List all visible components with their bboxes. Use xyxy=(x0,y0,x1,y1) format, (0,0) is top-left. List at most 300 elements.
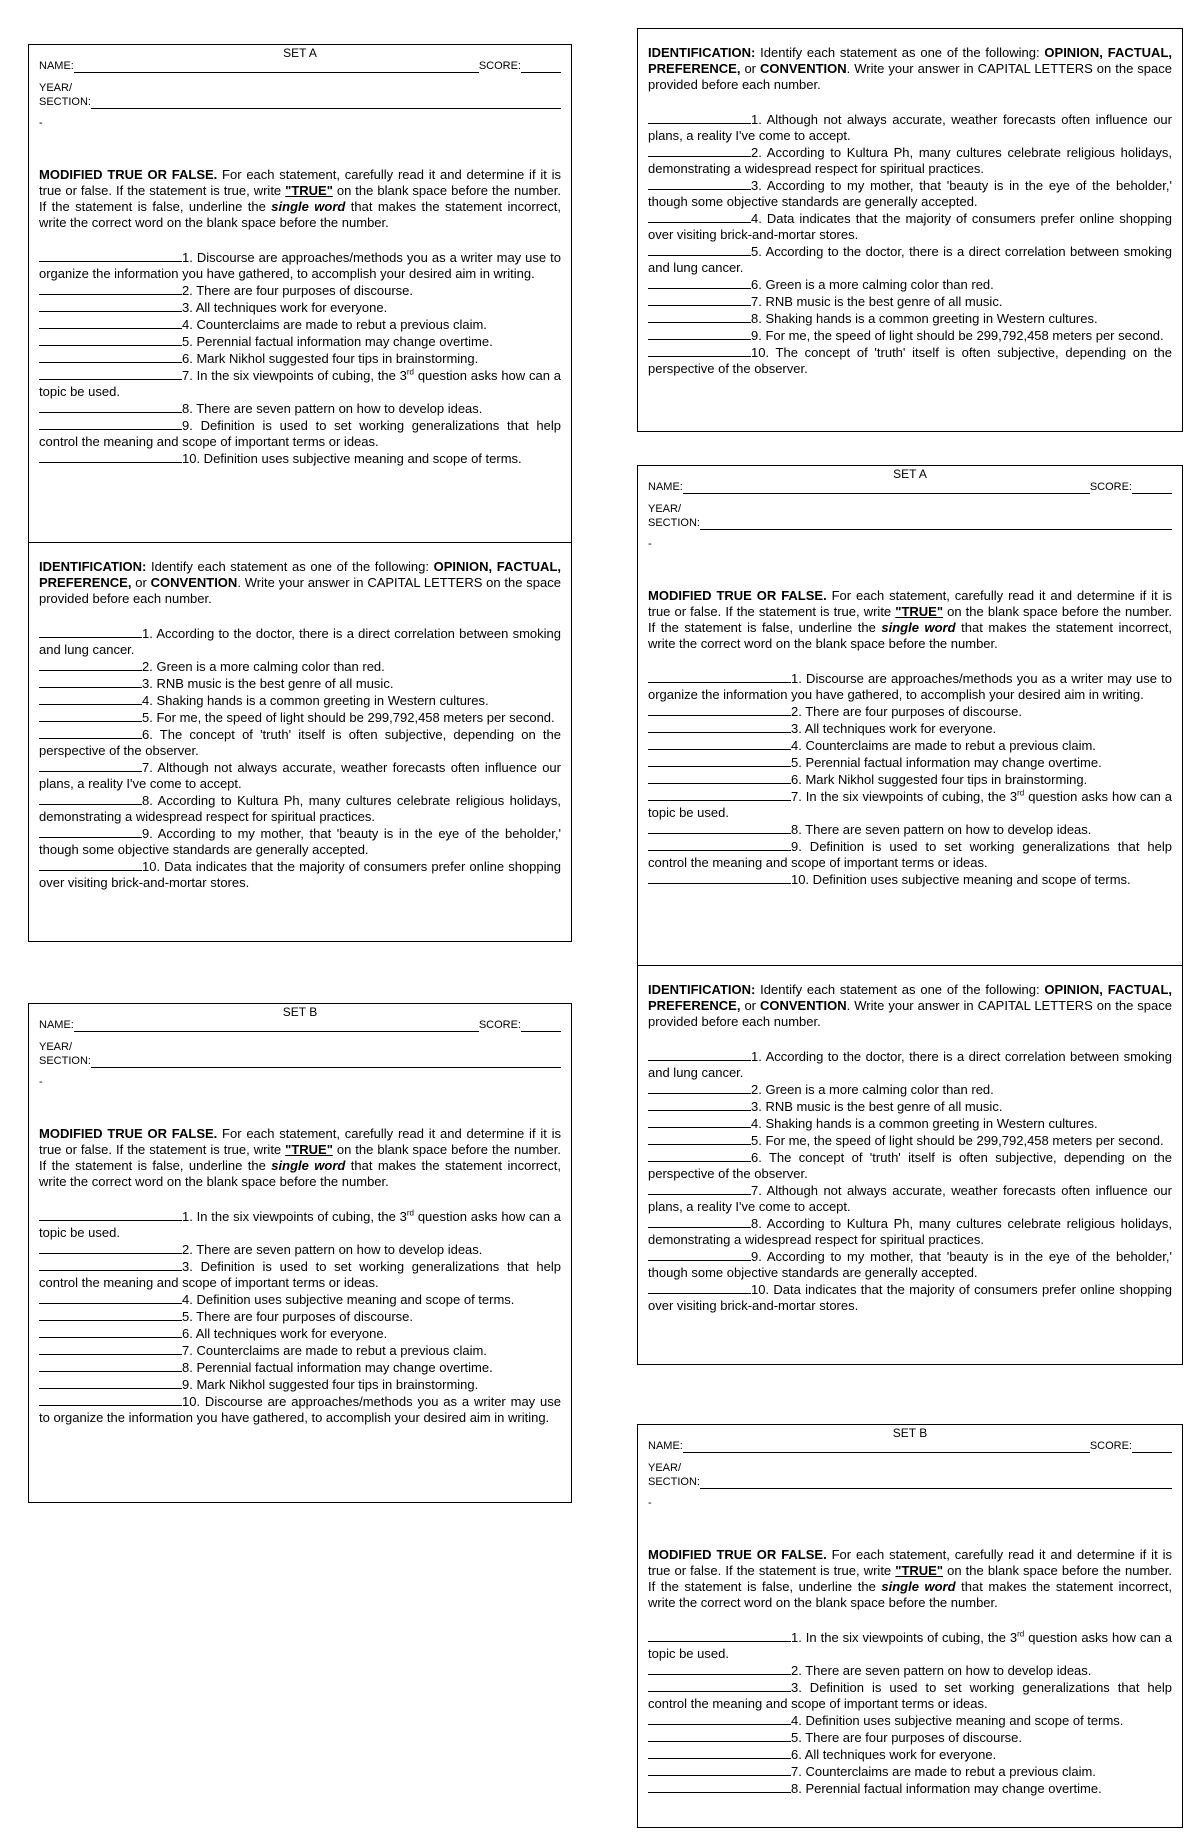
list-item xyxy=(39,1325,561,1342)
list-item xyxy=(39,1308,561,1325)
list-item xyxy=(39,759,561,792)
item-text: 6. All techniques work for everyone. xyxy=(791,1747,997,1762)
item-text: 1. In the six viewpoints of cubing, the 3rd question asks how can a topic be used. xyxy=(648,1629,1172,1661)
identification-options: OPINION, FACTUAL, PREFERENCE, xyxy=(648,45,1172,76)
list-item xyxy=(648,1115,1172,1132)
mtf-text: on the blank space before the number. If the statement is false, underline the xyxy=(648,604,1172,635)
identification-text: . Write your answer in CAPITAL LETTERS on the space provided before each number. xyxy=(648,998,1172,1029)
answer-blank[interactable] xyxy=(39,625,142,638)
answer-blank[interactable] xyxy=(39,367,182,380)
list-item xyxy=(648,144,1172,177)
list-item xyxy=(648,821,1172,838)
name-field[interactable] xyxy=(74,62,479,73)
true-keyword: "TRUE" xyxy=(285,1142,333,1157)
section-field[interactable] xyxy=(700,519,1172,530)
identification-worksheet-top-right xyxy=(637,28,1183,432)
list-item xyxy=(39,692,561,709)
set-title: SET A xyxy=(283,46,317,60)
list-item xyxy=(39,400,561,417)
list-item xyxy=(39,1208,561,1241)
list-item xyxy=(39,726,561,759)
set-a-header xyxy=(39,45,561,131)
item-text: 10. Data indicates that the majority of consumers prefer online shopping over visiting brick-and-mortar stores. xyxy=(648,1282,1172,1313)
list-item xyxy=(39,333,561,350)
item-text: 8. According to Kultura Ph, many cultures celebrate religious holidays, demonstrating a widespread respect for spiritual practices. xyxy=(648,1216,1172,1247)
mtf-items xyxy=(39,1208,561,1426)
mtf-title: MODIFIED TRUE OR FALSE. xyxy=(39,167,218,182)
list-item xyxy=(648,670,1172,703)
dash: - xyxy=(648,1497,652,1509)
answer-blank[interactable] xyxy=(648,344,751,357)
score-label: SCORE: xyxy=(478,60,521,72)
list-item xyxy=(648,1746,1172,1763)
item-text: 3. All techniques work for everyone. xyxy=(182,300,388,315)
item-text: 2. There are seven pattern on how to develop ideas. xyxy=(791,1663,1092,1678)
answer-blank[interactable] xyxy=(648,1746,791,1759)
set-title: SET B xyxy=(282,1005,318,1019)
item-text: 10. The concept of 'truth' itself is often subjective, depending on the perspective of the observer. xyxy=(648,345,1172,376)
answer-blank[interactable] xyxy=(648,737,791,750)
name-label: NAME: xyxy=(648,1440,683,1452)
list-item xyxy=(648,871,1172,888)
mtf-text: For each statement, carefully read it and determine if it is true or false. If the statement is true, write xyxy=(39,167,561,198)
identification-text: or xyxy=(131,575,151,590)
ordinal-suffix: rd xyxy=(1017,1629,1025,1639)
item-text: 9. Definition is used to set working generalizations that help control the meaning and scope of important terms or ideas. xyxy=(648,839,1172,870)
answer-blank[interactable] xyxy=(39,417,182,430)
item-text: 4. Definition uses subjective meaning and scope of terms. xyxy=(791,1713,1124,1728)
answer-blank[interactable] xyxy=(39,1291,182,1304)
item-text: 1. Although not always accurate, weather forecasts often influence our plans, a reality I've come to accept. xyxy=(648,112,1172,143)
section-line xyxy=(648,516,1172,530)
answer-blank[interactable] xyxy=(39,692,142,705)
list-item xyxy=(648,293,1172,310)
score-field[interactable] xyxy=(1132,483,1172,494)
mtf-section xyxy=(39,1110,561,1426)
answer-blank[interactable] xyxy=(39,400,182,413)
answer-blank[interactable] xyxy=(39,726,142,739)
score-label: SCORE: xyxy=(478,1019,521,1031)
section-line xyxy=(39,1054,561,1068)
item-text: 2. Green is a more calming color than red. xyxy=(751,1082,994,1097)
list-item xyxy=(648,720,1172,737)
answer-blank[interactable] xyxy=(648,1248,751,1261)
answer-blank[interactable] xyxy=(648,1048,751,1061)
answer-blank[interactable] xyxy=(39,759,142,772)
list-item xyxy=(39,316,561,333)
list-item xyxy=(648,1132,1172,1149)
item-text: 8. According to Kultura Ph, many cultures celebrate religious holidays, demonstrating a widespread respect for spiritual practices. xyxy=(39,793,561,824)
answer-blank[interactable] xyxy=(39,1308,182,1321)
item-text: 5. Perennial factual information may change overtime. xyxy=(182,334,493,349)
answer-blank[interactable] xyxy=(648,111,751,124)
item-text: 7. Although not always accurate, weather forecasts often influence our plans, a reality I've come to accept. xyxy=(648,1183,1172,1214)
answer-blank[interactable] xyxy=(39,1376,182,1389)
list-item xyxy=(648,177,1172,210)
item-text: 10. Definition uses subjective meaning and scope of terms. xyxy=(182,451,522,466)
identification-text: or xyxy=(740,61,760,76)
item-text: 7. Counterclaims are made to rebut a previous claim. xyxy=(791,1764,1096,1779)
identification-text: Identify each statement as one of the following: xyxy=(755,982,1045,997)
name-score-line xyxy=(648,1439,1172,1453)
list-item xyxy=(648,1763,1172,1780)
mtf-items xyxy=(648,670,1172,888)
identification-items xyxy=(648,111,1172,377)
item-text: 6. Mark Nikhol suggested four tips in brainstorming. xyxy=(791,772,1088,787)
name-field[interactable] xyxy=(683,483,1090,494)
item-text: 1. According to the doctor, there is a direct correlation between smoking and lung cancer. xyxy=(39,626,561,657)
item-text: 9. For me, the speed of light should be 299,792,458 meters per second. xyxy=(751,328,1164,343)
list-item xyxy=(648,1662,1172,1679)
answer-blank[interactable] xyxy=(648,1712,791,1725)
name-field[interactable] xyxy=(74,1021,479,1032)
section-field[interactable] xyxy=(91,1057,561,1068)
item-text: 6. Green is a more calming color than red. xyxy=(751,277,994,292)
item-text: 3. All techniques work for everyone. xyxy=(791,721,997,736)
item-text: 1. Discourse are approaches/methods you as a writer may use to organize the information you have gathered, to accomplish your desired aim in writing. xyxy=(648,671,1172,702)
list-item xyxy=(648,1629,1172,1662)
year-label: YEAR/ xyxy=(648,503,682,515)
answer-blank[interactable] xyxy=(648,1679,791,1692)
list-item xyxy=(648,310,1172,327)
list-item xyxy=(648,1780,1172,1797)
list-item xyxy=(648,1182,1172,1215)
mtf-section xyxy=(648,572,1172,888)
true-keyword: "TRUE" xyxy=(895,1563,943,1578)
identification-title: IDENTIFICATION: xyxy=(39,559,147,574)
list-item xyxy=(648,838,1172,871)
identification-items xyxy=(39,625,561,891)
answer-blank[interactable] xyxy=(648,310,751,323)
answer-blank[interactable] xyxy=(648,1780,791,1793)
identification-convention: CONVENTION xyxy=(760,61,847,76)
answer-blank[interactable] xyxy=(39,825,142,838)
answer-blank[interactable] xyxy=(39,316,182,329)
name-label: NAME: xyxy=(39,60,74,72)
list-item xyxy=(39,1291,561,1308)
answer-blank[interactable] xyxy=(648,177,751,190)
list-item xyxy=(39,675,561,692)
mtf-text: For each statement, carefully read it and determine if it is true or false. If the statement is true, write xyxy=(648,1547,1172,1578)
item-text: 9. Definition is used to set working generalizations that help control the meaning and scope of important terms or ideas. xyxy=(39,418,561,449)
answer-blank[interactable] xyxy=(648,144,751,157)
identification-options: OPINION, FACTUAL, PREFERENCE, xyxy=(39,559,561,590)
item-text: 1. Discourse are approaches/methods you as a writer may use to organize the information you have gathered, to accomplish your desired aim in writing. xyxy=(39,250,561,281)
list-item xyxy=(648,1098,1172,1115)
answer-blank[interactable] xyxy=(648,276,751,289)
item-text: 7. In the six viewpoints of cubing, the 3rd question asks how can a topic be used. xyxy=(39,367,561,399)
mtf-text: that makes the statement incorrect, write the correct word on the blank space before the number. xyxy=(648,620,1172,651)
mtf-instructions xyxy=(39,167,561,231)
answer-blank[interactable] xyxy=(39,1241,182,1254)
list-item xyxy=(39,625,561,658)
item-text: 5. There are four purposes of discourse. xyxy=(791,1730,1022,1745)
answer-blank[interactable] xyxy=(39,333,182,346)
item-text: 9. According to my mother, that 'beauty is in the eye of the beholder,' though some objective standards are generally accepted. xyxy=(39,826,561,857)
single-word: single word xyxy=(881,620,956,635)
item-text: 5. For me, the speed of light should be 299,792,458 meters per second. xyxy=(142,710,555,725)
list-item xyxy=(39,1342,561,1359)
list-item xyxy=(39,417,561,450)
section-label: SECTION: xyxy=(648,1476,700,1488)
year-label: YEAR/ xyxy=(39,1041,73,1053)
identification-text: . Write your answer in CAPITAL LETTERS on the space provided before each number. xyxy=(648,61,1172,92)
identification-instructions xyxy=(39,559,561,607)
answer-blank[interactable] xyxy=(648,703,791,716)
item-text: 2. There are four purposes of discourse. xyxy=(182,283,413,298)
answer-blank[interactable] xyxy=(39,299,182,312)
item-text: 3. According to my mother, that 'beauty is in the eye of the beholder,' though some objective standards are generally accepted. xyxy=(648,178,1172,209)
item-text: 4. Data indicates that the majority of consumers prefer online shopping over visiting brick-and-mortar stores. xyxy=(648,211,1172,242)
item-text: 2. Green is a more calming color than red. xyxy=(142,659,385,674)
ordinal-suffix: rd xyxy=(406,367,415,377)
set-a-worksheet-left xyxy=(28,44,572,942)
list-item xyxy=(648,1729,1172,1746)
dash: - xyxy=(39,1076,43,1088)
list-item xyxy=(648,1712,1172,1729)
mtf-instructions xyxy=(648,588,1172,652)
list-item xyxy=(39,858,561,891)
answer-blank[interactable] xyxy=(648,1763,791,1776)
identification-title: IDENTIFICATION: xyxy=(648,45,756,60)
list-item xyxy=(39,450,561,467)
score-label: SCORE: xyxy=(1089,1440,1132,1452)
answer-blank[interactable] xyxy=(648,1115,751,1128)
item-text: 8. There are seven pattern on how to develop ideas. xyxy=(182,401,483,416)
list-item xyxy=(648,276,1172,293)
set-a-header xyxy=(648,466,1172,552)
list-item xyxy=(648,327,1172,344)
single-word: single word xyxy=(881,1579,956,1594)
answer-blank[interactable] xyxy=(648,210,751,223)
answer-blank[interactable] xyxy=(648,1098,751,1111)
mtf-title: MODIFIED TRUE OR FALSE. xyxy=(648,588,827,603)
answer-blank[interactable] xyxy=(39,1359,182,1372)
year-label: YEAR/ xyxy=(648,1462,682,1474)
answer-blank[interactable] xyxy=(648,1182,751,1195)
answer-blank[interactable] xyxy=(39,792,142,805)
item-text: 7. Counterclaims are made to rebut a previous claim. xyxy=(182,1343,487,1358)
section-field[interactable] xyxy=(91,98,561,109)
name-label: NAME: xyxy=(648,481,683,493)
section-field[interactable] xyxy=(700,1478,1172,1489)
list-item xyxy=(39,350,561,367)
identification-options: OPINION, FACTUAL, PREFERENCE, xyxy=(648,982,1172,1013)
mtf-text: that makes the statement incorrect, write the correct word on the blank space before the number. xyxy=(39,1158,562,1189)
list-item xyxy=(648,1081,1172,1098)
item-text: 10. Definition uses subjective meaning and scope of terms. xyxy=(791,872,1131,887)
item-text: 2. According to Kultura Ph, many cultures celebrate religious holidays, demonstrating a widespread respect for spiritual practices. xyxy=(648,145,1172,176)
answer-blank[interactable] xyxy=(39,675,142,688)
item-text: 3. RNB music is the best genre of all music. xyxy=(142,676,394,691)
name-score-line xyxy=(39,59,561,73)
identification-convention: CONVENTION xyxy=(150,575,238,590)
item-text: 6. Mark Nikhol suggested four tips in brainstorming. xyxy=(182,351,479,366)
list-item xyxy=(648,243,1172,276)
mtf-text: For each statement, carefully read it and determine if it is true or false. If the statement is true, write xyxy=(39,1126,561,1157)
answer-blank[interactable] xyxy=(39,858,142,871)
item-text: 10. Data indicates that the majority of consumers prefer online shopping over visiting brick-and-mortar stores. xyxy=(39,859,561,890)
name-score-line xyxy=(39,1018,561,1032)
item-text: 4. Shaking hands is a common greeting in Western cultures. xyxy=(142,693,489,708)
item-text: 8. There are seven pattern on how to develop ideas. xyxy=(791,822,1092,837)
answer-blank[interactable] xyxy=(648,720,791,733)
list-item xyxy=(648,344,1172,377)
item-text: 6. The concept of 'truth' itself is often subjective, depending on the perspective of the observer. xyxy=(39,727,561,758)
answer-blank[interactable] xyxy=(39,282,182,295)
set-b-header xyxy=(648,1425,1172,1511)
item-text: 4. Counterclaims are made to rebut a previous claim. xyxy=(791,738,1096,753)
name-label: NAME: xyxy=(39,1019,74,1031)
item-text: 4. Counterclaims are made to rebut a previous claim. xyxy=(182,317,487,332)
set-b-worksheet-left xyxy=(28,1003,572,1503)
score-field[interactable] xyxy=(521,1021,561,1032)
answer-blank[interactable] xyxy=(648,1629,791,1642)
list-item xyxy=(648,111,1172,144)
item-text: 5. There are four purposes of discourse. xyxy=(182,1309,413,1324)
dash: - xyxy=(648,538,652,550)
list-item xyxy=(39,367,561,400)
identification-instructions xyxy=(648,45,1172,93)
answer-blank[interactable] xyxy=(648,1281,751,1294)
answer-blank[interactable] xyxy=(648,1149,751,1162)
list-item xyxy=(648,210,1172,243)
answer-blank[interactable] xyxy=(648,327,751,340)
set-title: SET B xyxy=(892,1426,928,1440)
answer-blank[interactable] xyxy=(648,871,791,884)
item-text: 4. Shaking hands is a common greeting in Western cultures. xyxy=(751,1116,1098,1131)
mtf-instructions xyxy=(39,1126,561,1190)
section-line xyxy=(39,95,561,109)
true-keyword: "TRUE" xyxy=(895,604,943,619)
item-text: 3. Definition is used to set working generalizations that help control the meaning and scope of important terms or ideas. xyxy=(648,1680,1172,1711)
mtf-title: MODIFIED TRUE OR FALSE. xyxy=(39,1126,218,1141)
answer-blank[interactable] xyxy=(648,838,791,851)
identification-text: Identify each statement as one of the following: xyxy=(755,45,1045,60)
item-text: 9. According to my mother, that 'beauty is in the eye of the beholder,' though some objective standards are generally accepted. xyxy=(648,1249,1172,1280)
list-item xyxy=(39,249,561,282)
list-item xyxy=(648,1215,1172,1248)
item-text: 7. In the six viewpoints of cubing, the 3rd question asks how can a topic be used. xyxy=(648,788,1172,820)
mtf-items xyxy=(648,1629,1172,1797)
answer-blank[interactable] xyxy=(648,1132,751,1145)
identification-section xyxy=(638,965,1182,1314)
answer-blank[interactable] xyxy=(648,754,791,767)
list-item xyxy=(39,1241,561,1258)
section-line xyxy=(648,1475,1172,1489)
list-item xyxy=(648,1048,1172,1081)
answer-blank[interactable] xyxy=(648,1081,751,1094)
item-text: 9. Mark Nikhol suggested four tips in brainstorming. xyxy=(182,1377,479,1392)
answer-blank[interactable] xyxy=(648,771,791,784)
list-item xyxy=(39,1376,561,1393)
answer-blank[interactable] xyxy=(648,788,791,801)
list-item xyxy=(39,658,561,675)
mtf-section xyxy=(648,1531,1172,1797)
mtf-text: on the blank space before the number. If the statement is false, underline the xyxy=(648,1563,1172,1594)
item-text: 1. According to the doctor, there is a direct correlation between smoking and lung cancer. xyxy=(648,1049,1172,1080)
item-text: 8. Perennial factual information may change overtime. xyxy=(182,1360,493,1375)
list-item xyxy=(648,703,1172,720)
identification-section xyxy=(29,542,571,891)
set-b-worksheet-right xyxy=(637,1424,1183,1828)
item-text: 7. Although not always accurate, weather forecasts often influence our plans, a reality I've come to accept. xyxy=(39,760,561,791)
section-label: SECTION: xyxy=(648,517,700,529)
mtf-text: that makes the statement incorrect, write the correct word on the blank space before the number. xyxy=(648,1579,1172,1610)
item-text: 10. Discourse are approaches/methods you as a writer may use to organize the information you have gathered, to accomplish your desired aim in writing. xyxy=(39,1394,561,1425)
set-b-header xyxy=(39,1004,561,1090)
list-item xyxy=(39,282,561,299)
name-field[interactable] xyxy=(683,1442,1090,1453)
answer-blank[interactable] xyxy=(39,1393,182,1406)
identification-text: or xyxy=(740,998,760,1013)
item-text: 3. Definition is used to set working generalizations that help control the meaning and scope of important terms or ideas. xyxy=(39,1259,561,1290)
section-label: SECTION: xyxy=(39,1055,91,1067)
answer-blank[interactable] xyxy=(39,249,182,262)
answer-blank[interactable] xyxy=(39,1208,182,1221)
list-item xyxy=(648,754,1172,771)
mtf-instructions xyxy=(648,1547,1172,1611)
mtf-title: MODIFIED TRUE OR FALSE. xyxy=(648,1547,827,1562)
section-label: SECTION: xyxy=(39,96,91,108)
list-item xyxy=(648,771,1172,788)
item-text: 8. Perennial factual information may change overtime. xyxy=(791,1781,1102,1796)
list-item xyxy=(39,792,561,825)
item-text: 6. All techniques work for everyone. xyxy=(182,1326,388,1341)
mtf-section xyxy=(39,151,561,467)
dash: - xyxy=(39,117,43,129)
item-text: 2. There are seven pattern on how to develop ideas. xyxy=(182,1242,483,1257)
ordinal-suffix: rd xyxy=(1017,788,1025,798)
answer-blank[interactable] xyxy=(39,350,182,363)
answer-blank[interactable] xyxy=(648,293,751,306)
score-field[interactable] xyxy=(1132,1442,1172,1453)
score-field[interactable] xyxy=(521,62,561,73)
identification-text: . Write your answer in CAPITAL LETTERS on the space provided before each number. xyxy=(39,575,561,606)
mtf-text: on the blank space before the number. If the statement is false, underline the xyxy=(39,1142,561,1173)
answer-blank[interactable] xyxy=(39,709,142,722)
list-item xyxy=(39,1258,561,1291)
list-item xyxy=(39,299,561,316)
answer-blank[interactable] xyxy=(648,1729,791,1742)
item-text: 6. The concept of 'truth' itself is often subjective, depending on the perspective of the observer. xyxy=(648,1150,1172,1181)
answer-blank[interactable] xyxy=(39,1325,182,1338)
score-label: SCORE: xyxy=(1089,481,1132,493)
item-text: 2. There are four purposes of discourse. xyxy=(791,704,1022,719)
answer-blank[interactable] xyxy=(648,1662,791,1675)
identification-text: Identify each statement as one of the following: xyxy=(146,559,434,574)
true-keyword: "TRUE" xyxy=(285,183,333,198)
answer-blank[interactable] xyxy=(648,243,751,256)
mtf-text: on the blank space before the number. If the statement is false, underline the xyxy=(39,183,561,214)
mtf-text: that makes the statement incorrect, write the correct word on the blank space before the number. xyxy=(39,199,562,230)
item-text: 8. Shaking hands is a common greeting in Western cultures. xyxy=(751,311,1098,326)
answer-blank[interactable] xyxy=(648,1215,751,1228)
set-a-worksheet-right xyxy=(637,465,1183,1365)
list-item xyxy=(39,1393,561,1426)
answer-blank[interactable] xyxy=(39,1258,182,1271)
answer-blank[interactable] xyxy=(39,658,142,671)
list-item xyxy=(648,1149,1172,1182)
answer-blank[interactable] xyxy=(39,450,182,463)
answer-blank[interactable] xyxy=(39,1342,182,1355)
answer-blank[interactable] xyxy=(648,670,791,683)
item-text: 3. RNB music is the best genre of all music. xyxy=(751,1099,1003,1114)
answer-blank[interactable] xyxy=(648,821,791,834)
identification-instructions xyxy=(648,982,1172,1030)
item-text: 7. RNB music is the best genre of all music. xyxy=(751,294,1003,309)
name-score-line xyxy=(648,480,1172,494)
